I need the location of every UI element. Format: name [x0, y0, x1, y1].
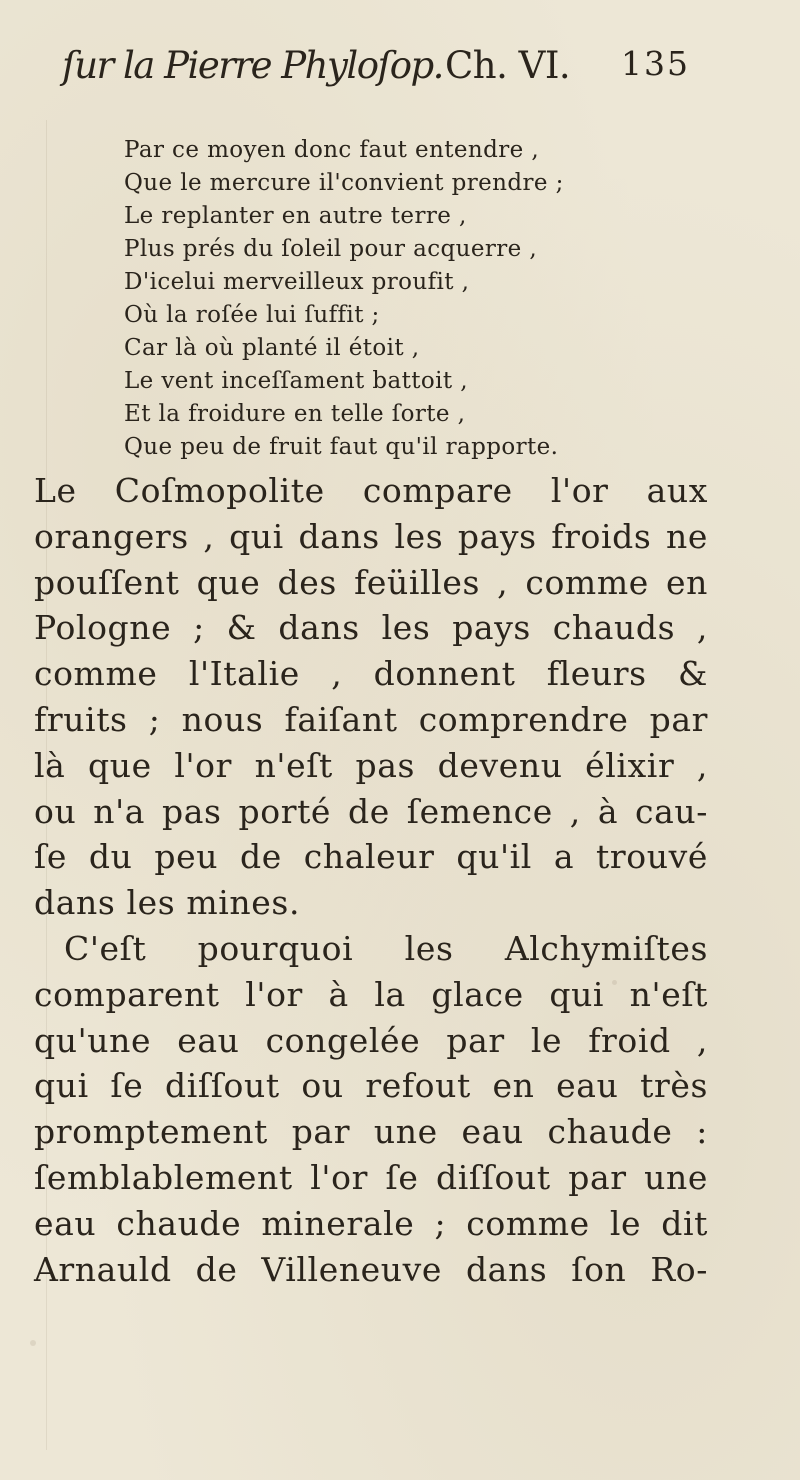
page-number: 135 — [621, 44, 690, 83]
running-header — [62, 44, 690, 100]
prose-block — [34, 468, 708, 1292]
prose-line: orangers , qui dans les pays froids ne — [34, 516, 708, 556]
running-title: ſur la Pierre Phyloſop. — [62, 44, 443, 87]
prose-line: qui ſe diſſout ou refout en eau très — [34, 1066, 708, 1106]
prose-line: C'eſt pourquoi les Alchymiſtes — [64, 928, 708, 968]
prose-line: fruits ; nous faiſant comprendre par — [34, 699, 708, 739]
prose-line: là que l'or n'eſt pas devenu élixir , — [34, 745, 708, 785]
prose-line: ſe du peu de chaleur qu'il a trouvé — [34, 837, 708, 877]
prose-line: comparent l'or à la glace qui n'eſt — [34, 974, 708, 1014]
verse-line: Que peu de fruit faut qu'il rapporte. — [124, 434, 559, 460]
prose-line: eau chaude minerale ; comme le dit — [34, 1203, 708, 1243]
verse-line: Par ce moyen donc faut entendre , — [124, 137, 540, 163]
prose-line: Pologne ; & dans les pays chauds , — [34, 608, 708, 648]
prose-line: Arnauld de Villeneuve dans ſon Ro- — [34, 1249, 708, 1289]
prose-line: comme l'Italie , donnent fleurs & — [34, 654, 708, 694]
chapter-label: Ch. VI. — [444, 44, 571, 87]
prose-line: ſemblablement l'or ſe diſſout par une — [34, 1157, 708, 1197]
verse-line: D'icelui merveilleux proufit , — [124, 269, 470, 295]
verse-block — [124, 134, 684, 464]
paper-foxing-spot — [30, 1340, 36, 1346]
verse-line: Le vent inceſſament battoit , — [124, 368, 468, 394]
prose-line: promptement par une eau chaude : — [34, 1112, 708, 1152]
prose-line: Le Coſmopolite compare l'or aux — [34, 471, 708, 510]
verse-line: Car là où planté il étoit , — [124, 335, 420, 361]
verse-line: Que le mercure il'convient prendre ; — [124, 170, 564, 196]
verse-line: Plus prés du ſoleil pour acquerre , — [124, 236, 538, 262]
prose-line: dans les mines. — [34, 883, 301, 923]
prose-line: qu'une eau congelée par le froid , — [34, 1020, 708, 1060]
verse-line: Et la froidure en telle ſorte , — [124, 401, 466, 427]
verse-line: Où la roſée lui ſuffit ; — [124, 302, 380, 328]
verse-line: Le replanter en autre terre , — [124, 203, 467, 229]
prose-line: pouſſent que des feüilles , comme en — [34, 562, 708, 602]
prose-line: ou n'a pas porté de ſemence , à cau- — [34, 791, 708, 831]
